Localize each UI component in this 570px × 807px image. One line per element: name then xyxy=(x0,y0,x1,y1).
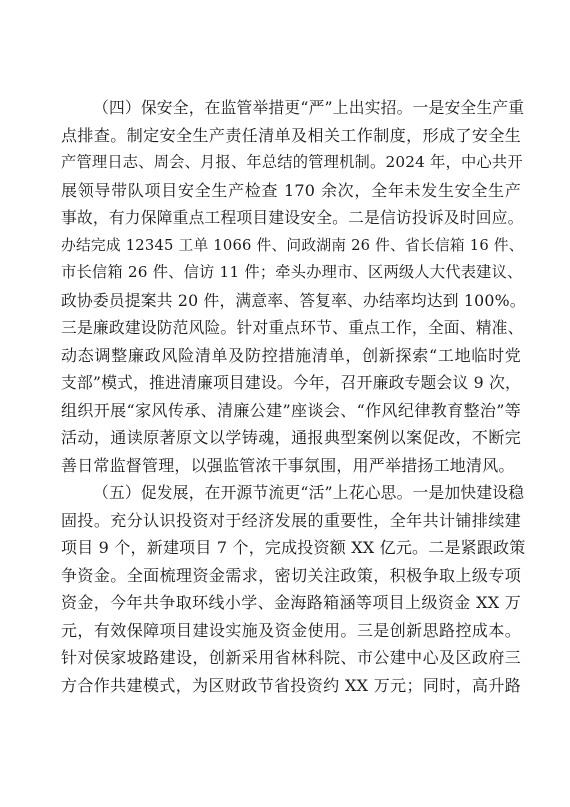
paragraph-line: 组织开展“家风传承、清廉公建”座谈会、“作风纪律教育整治”等 xyxy=(61,400,521,420)
paragraph-line: 活动，通读原著原文以学铸魂，通报典型案例以案促改，不断完 xyxy=(61,428,521,447)
paragraph-line: 办结完成 12345 工单 1066 件、问政湖南 26 件、省长信箱 16 件、 xyxy=(61,236,524,254)
paragraph-line: 支部”模式，推进清廉项目建设。今年，召开廉政专题会议 9 次， xyxy=(61,373,521,392)
paragraph-line: 三是廉政建设防范风险。针对重点环节、重点工作，全面、精准、 xyxy=(61,318,524,337)
paragraph-line: 资金，今年共争取环线小学、金海路箱涵等项目上级资金 XX 万 xyxy=(61,593,521,612)
paragraph-line: 元，有效保障项目建设实施及资金使用。三是创新思路控成本。 xyxy=(61,620,521,640)
paragraph-line: 市长信箱 26 件、信访 11 件；牵头办理市、区两级人大代表建议、 xyxy=(61,263,523,281)
paragraph-line: 产管理日志、周会、月报、年总结的管理机制。2024 年，中心共开 xyxy=(61,153,523,171)
paragraph-line: 点排查。制定安全生产责任清单及相关工作制度，形成了安全生 xyxy=(61,125,521,145)
body-text xyxy=(61,94,526,699)
paragraph-line: 固投。充分认识投资对于经济发展的重要性，全年共计铺排续建 xyxy=(61,510,521,530)
paragraph-line: 方合作共建模式，为区财政节省投资约 XX 万元；同时，高升路 xyxy=(61,675,521,695)
paragraph-line: 项目 9 个，新建项目 7 个，完成投资额 XX 亿元。二是紧跟政策 xyxy=(61,538,526,557)
paragraph-line: （五）促发展，在开源节流更“活”上花心思。一是加快建设稳 xyxy=(93,483,525,502)
paragraph-line: （四）保安全，在监管举措更“严”上出实招。一是安全生产重 xyxy=(93,98,525,117)
paragraph-line: 政协委员提案共 20 件，满意率、答复率、办结率均达到 100%。 xyxy=(61,290,526,310)
paragraph-line: 针对侯家坡路建设，创新采用省林科院、市公建中心及区政府三 xyxy=(61,648,521,667)
paragraph-line: 善日常监督管理，以强监管浓干事氛围，用严举措扬工地清风。 xyxy=(61,455,515,475)
paragraph-line: 事故，有力保障重点工程项目建设安全。二是信访投诉及时回应。 xyxy=(61,208,524,227)
paragraph-line: 展领导带队项目安全生产检查 170 余次，全年未发生安全生产 xyxy=(61,180,521,200)
paragraph-line: 争资金。全面梳理资金需求，密切关注政策，积极争取上级专项 xyxy=(61,565,521,585)
paragraph-line: 动态调整廉政风险清单及防控措施清单，创新探索“工地临时党 xyxy=(61,345,521,365)
